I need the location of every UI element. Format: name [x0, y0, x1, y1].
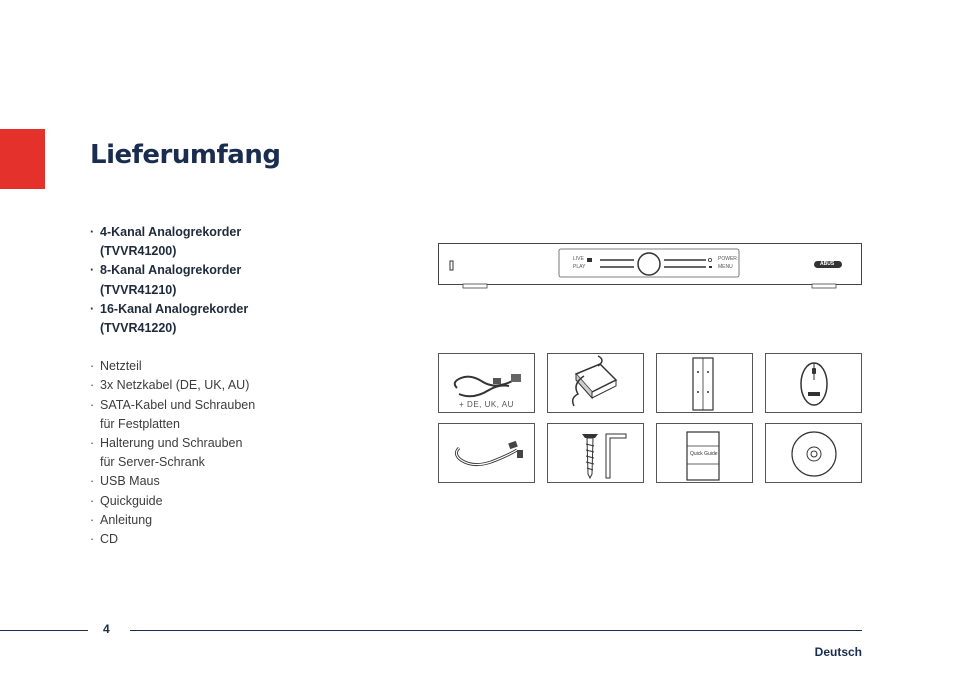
list-item-text: · Anleitung [100, 512, 153, 527]
list-item-text: für Festplatten [100, 416, 180, 431]
list-item [90, 357, 410, 376]
page-number: 4 [103, 622, 110, 636]
cd-image [765, 423, 862, 483]
play-label: PLAY [573, 264, 586, 270]
list-item [90, 434, 410, 472]
usb-mouse-image [765, 353, 862, 413]
mounting-bracket-image [656, 353, 753, 413]
list-item-text: · CD [100, 532, 119, 547]
sata-cable-image [438, 423, 535, 483]
list-item [90, 472, 410, 491]
list-item [90, 376, 410, 395]
list-item [90, 223, 410, 261]
language-label: Deutsch [814, 645, 862, 659]
list-item-text: für Server-Schrank [100, 455, 205, 470]
list-item [90, 261, 410, 299]
footer-rule-left [0, 630, 88, 631]
page-title: Lieferumfang [90, 140, 281, 170]
list-item-text: · Netzteil [100, 359, 142, 374]
footer-rule-right [130, 630, 862, 631]
list-item-text: · 16-Kanal Analogrekorder [100, 301, 249, 316]
list-item-text: (TVVR41220) [100, 321, 177, 336]
list-item-text: · SATA-Kabel und Schrauben [100, 397, 256, 412]
list-item [90, 396, 410, 434]
power-supply-image [547, 353, 644, 413]
power-cable-image [438, 353, 535, 413]
list-item-text: (TVVR41210) [100, 282, 177, 297]
brand-logo: ABUS [820, 261, 835, 267]
list-item-text: (TVVR41200) [100, 244, 177, 259]
list-item [90, 492, 410, 511]
list-item-text: · 3x Netzkabel (DE, UK, AU) [100, 378, 250, 393]
list-item-text: · Quickguide [100, 493, 163, 508]
section-marker [0, 129, 45, 189]
list-item-text: · Halterung und Schrauben [100, 436, 243, 451]
list-item [90, 300, 410, 338]
power-cable-caption: + DE, UK, AU [459, 400, 514, 409]
recorder-illustration [438, 243, 862, 286]
list-item-text: · USB Maus [100, 474, 160, 489]
power-label: POWER [718, 256, 737, 262]
list-item-text: · 8-Kanal Analogrekorder [100, 263, 242, 278]
contents-list [90, 223, 410, 549]
list-item [90, 511, 410, 530]
live-label: LIVE [573, 256, 584, 262]
screws-image [547, 423, 644, 483]
quickguide-image [656, 423, 753, 483]
list-item [90, 530, 410, 549]
menu-label: MENU [718, 264, 733, 270]
quickguide-label: Quick Guide [690, 451, 718, 457]
list-item-text: · 4-Kanal Analogrekorder [100, 225, 242, 239]
